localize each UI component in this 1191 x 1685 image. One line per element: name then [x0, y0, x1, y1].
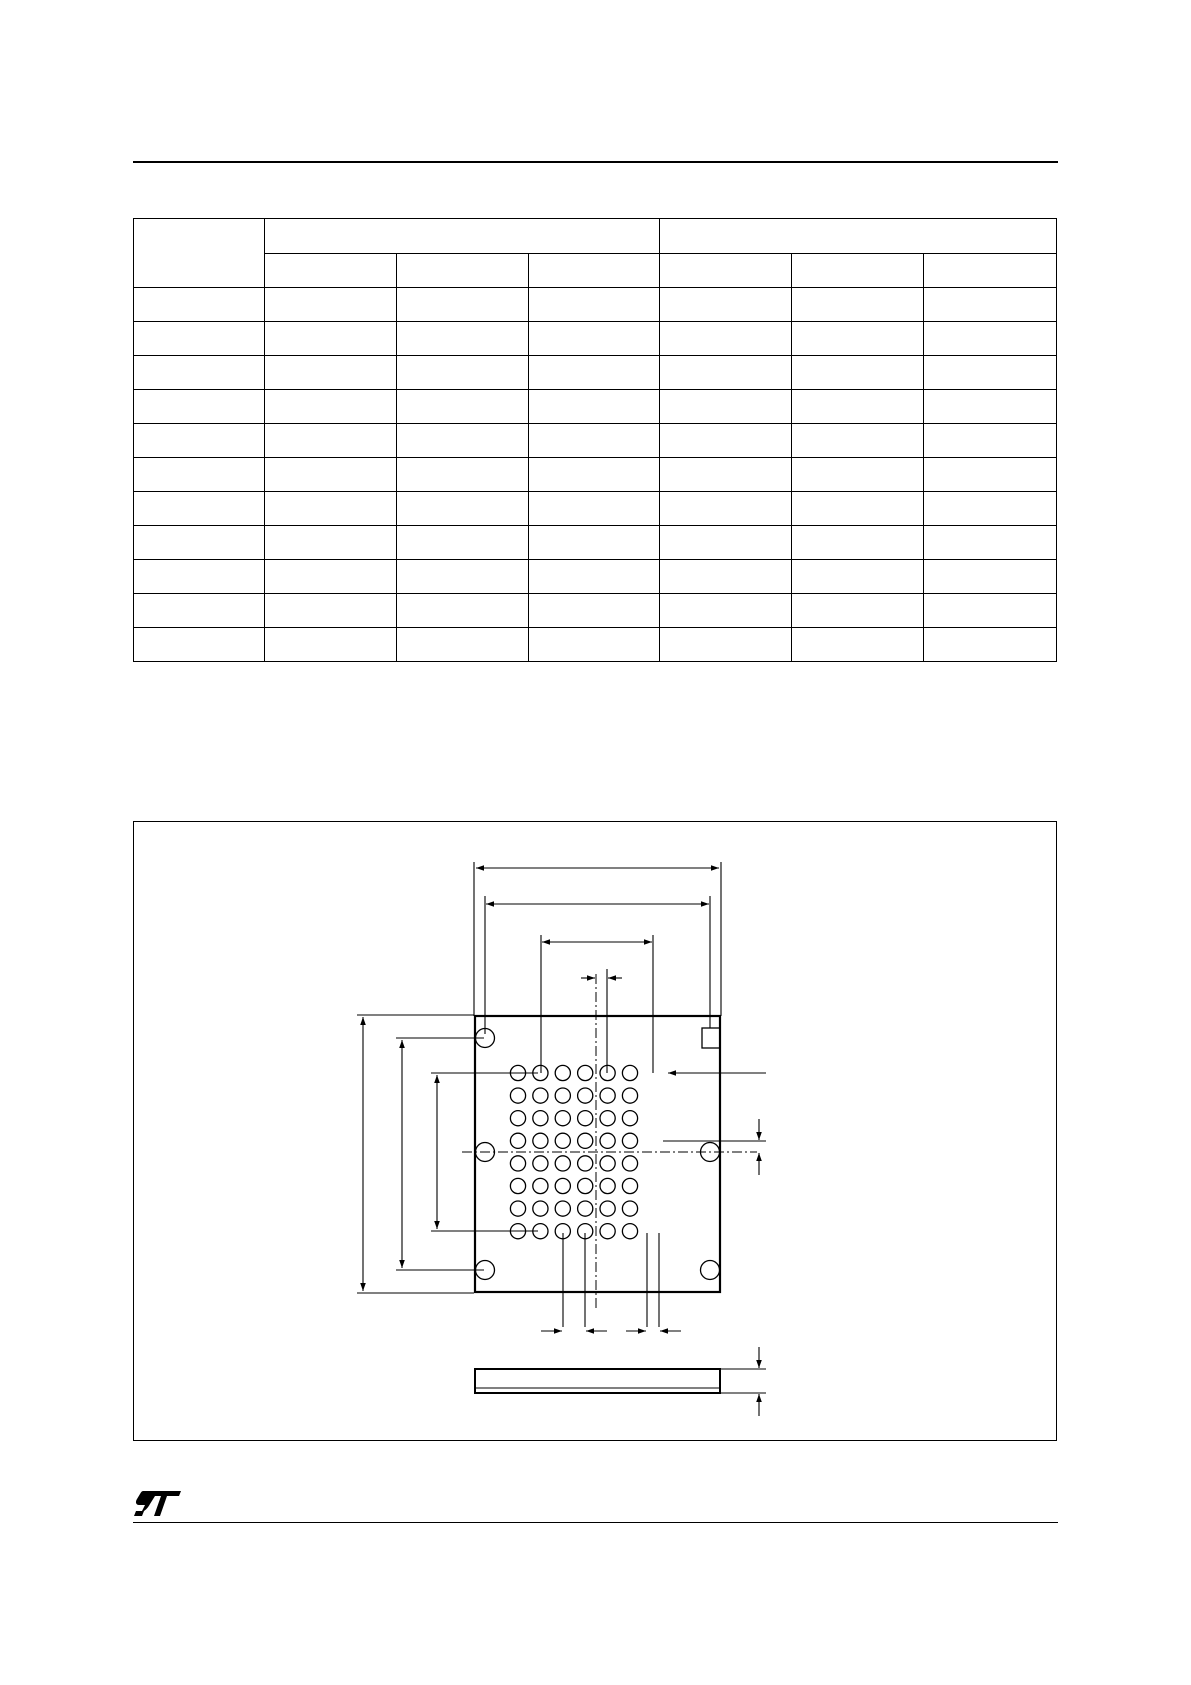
value-cell — [529, 424, 660, 458]
value-cell — [660, 560, 792, 594]
solder-ball — [555, 1178, 570, 1193]
dimensions-table — [133, 218, 1057, 662]
solder-ball — [622, 1088, 637, 1103]
solder-ball — [555, 1088, 570, 1103]
solder-ball — [533, 1156, 548, 1171]
value-cell — [529, 492, 660, 526]
value-cell — [397, 390, 529, 424]
table-subheader-row — [134, 254, 1057, 288]
subheader-cell — [660, 254, 792, 288]
solder-ball — [555, 1156, 570, 1171]
value-cell — [660, 492, 792, 526]
side-view — [475, 1347, 766, 1416]
value-cell — [397, 356, 529, 390]
solder-ball — [533, 1111, 548, 1126]
value-cell — [397, 594, 529, 628]
header-group-2 — [660, 219, 1057, 254]
value-cell — [529, 356, 660, 390]
symbol-cell — [134, 594, 265, 628]
value-cell — [792, 322, 924, 356]
table-body — [134, 288, 1057, 662]
table-row — [134, 424, 1057, 458]
solder-ball — [622, 1111, 637, 1126]
symbol-cell — [134, 526, 265, 560]
value-cell — [792, 458, 924, 492]
value-cell — [265, 356, 397, 390]
solder-ball — [600, 1224, 615, 1239]
value-cell — [660, 594, 792, 628]
solder-ball — [578, 1201, 593, 1216]
symbol-cell — [134, 560, 265, 594]
solder-ball — [622, 1178, 637, 1193]
solder-ball — [600, 1201, 615, 1216]
table-row — [134, 526, 1057, 560]
value-cell — [660, 526, 792, 560]
solder-ball — [578, 1111, 593, 1126]
value-cell — [792, 560, 924, 594]
solder-ball — [622, 1201, 637, 1216]
value-cell — [265, 390, 397, 424]
solder-ball — [555, 1133, 570, 1148]
symbol-cell — [134, 628, 265, 662]
value-cell — [792, 492, 924, 526]
value-cell — [265, 458, 397, 492]
solder-ball — [555, 1065, 570, 1080]
solder-ball — [510, 1178, 525, 1193]
value-cell — [265, 594, 397, 628]
footer-rule — [133, 1522, 1058, 1523]
solder-ball — [533, 1133, 548, 1148]
value-cell — [924, 492, 1057, 526]
table-row — [134, 288, 1057, 322]
solder-ball — [510, 1111, 525, 1126]
symbol-cell — [134, 492, 265, 526]
solder-ball — [600, 1111, 615, 1126]
table-row — [134, 322, 1057, 356]
value-cell — [924, 628, 1057, 662]
value-cell — [397, 424, 529, 458]
package-drawing — [134, 822, 1056, 1440]
solder-ball — [600, 1178, 615, 1193]
solder-ball — [600, 1065, 615, 1080]
symbol-cell — [134, 390, 265, 424]
solder-ball — [600, 1088, 615, 1103]
value-cell — [660, 288, 792, 322]
header-rule — [133, 161, 1058, 163]
value-cell — [792, 288, 924, 322]
table-row — [134, 458, 1057, 492]
value-cell — [265, 560, 397, 594]
solder-ball — [533, 1178, 548, 1193]
value-cell — [529, 390, 660, 424]
value-cell — [924, 356, 1057, 390]
table-row — [134, 628, 1057, 662]
solder-ball — [578, 1133, 593, 1148]
value-cell — [529, 628, 660, 662]
package-body — [475, 1016, 720, 1292]
symbol-cell — [134, 322, 265, 356]
value-cell — [792, 526, 924, 560]
subheader-cell — [792, 254, 924, 288]
solder-ball — [600, 1133, 615, 1148]
table-row — [134, 492, 1057, 526]
value-cell — [529, 322, 660, 356]
value-cell — [529, 526, 660, 560]
solder-ball — [622, 1133, 637, 1148]
value-cell — [397, 458, 529, 492]
value-cell — [397, 288, 529, 322]
solder-ball — [510, 1201, 525, 1216]
value-cell — [397, 628, 529, 662]
table-row — [134, 560, 1057, 594]
package-outline-figure — [133, 821, 1057, 1441]
value-cell — [529, 288, 660, 322]
value-cell — [265, 424, 397, 458]
st-logo — [133, 1488, 183, 1520]
solder-ball — [622, 1065, 637, 1080]
value-cell — [792, 628, 924, 662]
symbol-cell — [134, 288, 265, 322]
value-cell — [397, 526, 529, 560]
solder-ball — [578, 1065, 593, 1080]
header-group-1 — [265, 219, 660, 254]
subheader-cell — [397, 254, 529, 288]
table-row — [134, 356, 1057, 390]
value-cell — [265, 322, 397, 356]
value-cell — [924, 560, 1057, 594]
solder-ball — [533, 1088, 548, 1103]
solder-ball — [600, 1156, 615, 1171]
solder-ball — [510, 1156, 525, 1171]
value-cell — [660, 356, 792, 390]
subheader-cell — [529, 254, 660, 288]
table-header-row — [134, 219, 1057, 254]
value-cell — [924, 526, 1057, 560]
value-cell — [660, 458, 792, 492]
symbol-cell — [134, 458, 265, 492]
value-cell — [397, 560, 529, 594]
value-cell — [529, 560, 660, 594]
solder-ball — [555, 1201, 570, 1216]
st-logo-mark — [134, 1491, 181, 1516]
solder-ball — [510, 1133, 525, 1148]
value-cell — [924, 424, 1057, 458]
value-cell — [397, 322, 529, 356]
ball-array — [476, 1029, 720, 1280]
subheader-cell — [265, 254, 397, 288]
value-cell — [792, 356, 924, 390]
symbol-cell — [134, 424, 265, 458]
pin1-index-mark — [702, 1028, 720, 1048]
solder-ball — [555, 1111, 570, 1126]
subheader-cell — [924, 254, 1057, 288]
solder-ball — [510, 1088, 525, 1103]
solder-ball — [578, 1156, 593, 1171]
table-row — [134, 594, 1057, 628]
value-cell — [660, 322, 792, 356]
solder-ball — [578, 1088, 593, 1103]
symbol-cell — [134, 356, 265, 390]
value-cell — [660, 424, 792, 458]
value-cell — [265, 492, 397, 526]
value-cell — [924, 288, 1057, 322]
value-cell — [660, 390, 792, 424]
solder-ball — [622, 1156, 637, 1171]
value-cell — [265, 526, 397, 560]
table-row — [134, 390, 1057, 424]
value-cell — [397, 492, 529, 526]
solder-ball — [622, 1224, 637, 1239]
mounting-ball — [701, 1261, 720, 1280]
symbol-header — [134, 219, 265, 288]
value-cell — [529, 594, 660, 628]
solder-ball — [533, 1201, 548, 1216]
value-cell — [265, 628, 397, 662]
value-cell — [792, 390, 924, 424]
value-cell — [529, 458, 660, 492]
solder-ball — [578, 1178, 593, 1193]
value-cell — [265, 288, 397, 322]
value-cell — [660, 628, 792, 662]
value-cell — [792, 424, 924, 458]
value-cell — [924, 322, 1057, 356]
value-cell — [924, 594, 1057, 628]
value-cell — [792, 594, 924, 628]
value-cell — [924, 390, 1057, 424]
value-cell — [924, 458, 1057, 492]
